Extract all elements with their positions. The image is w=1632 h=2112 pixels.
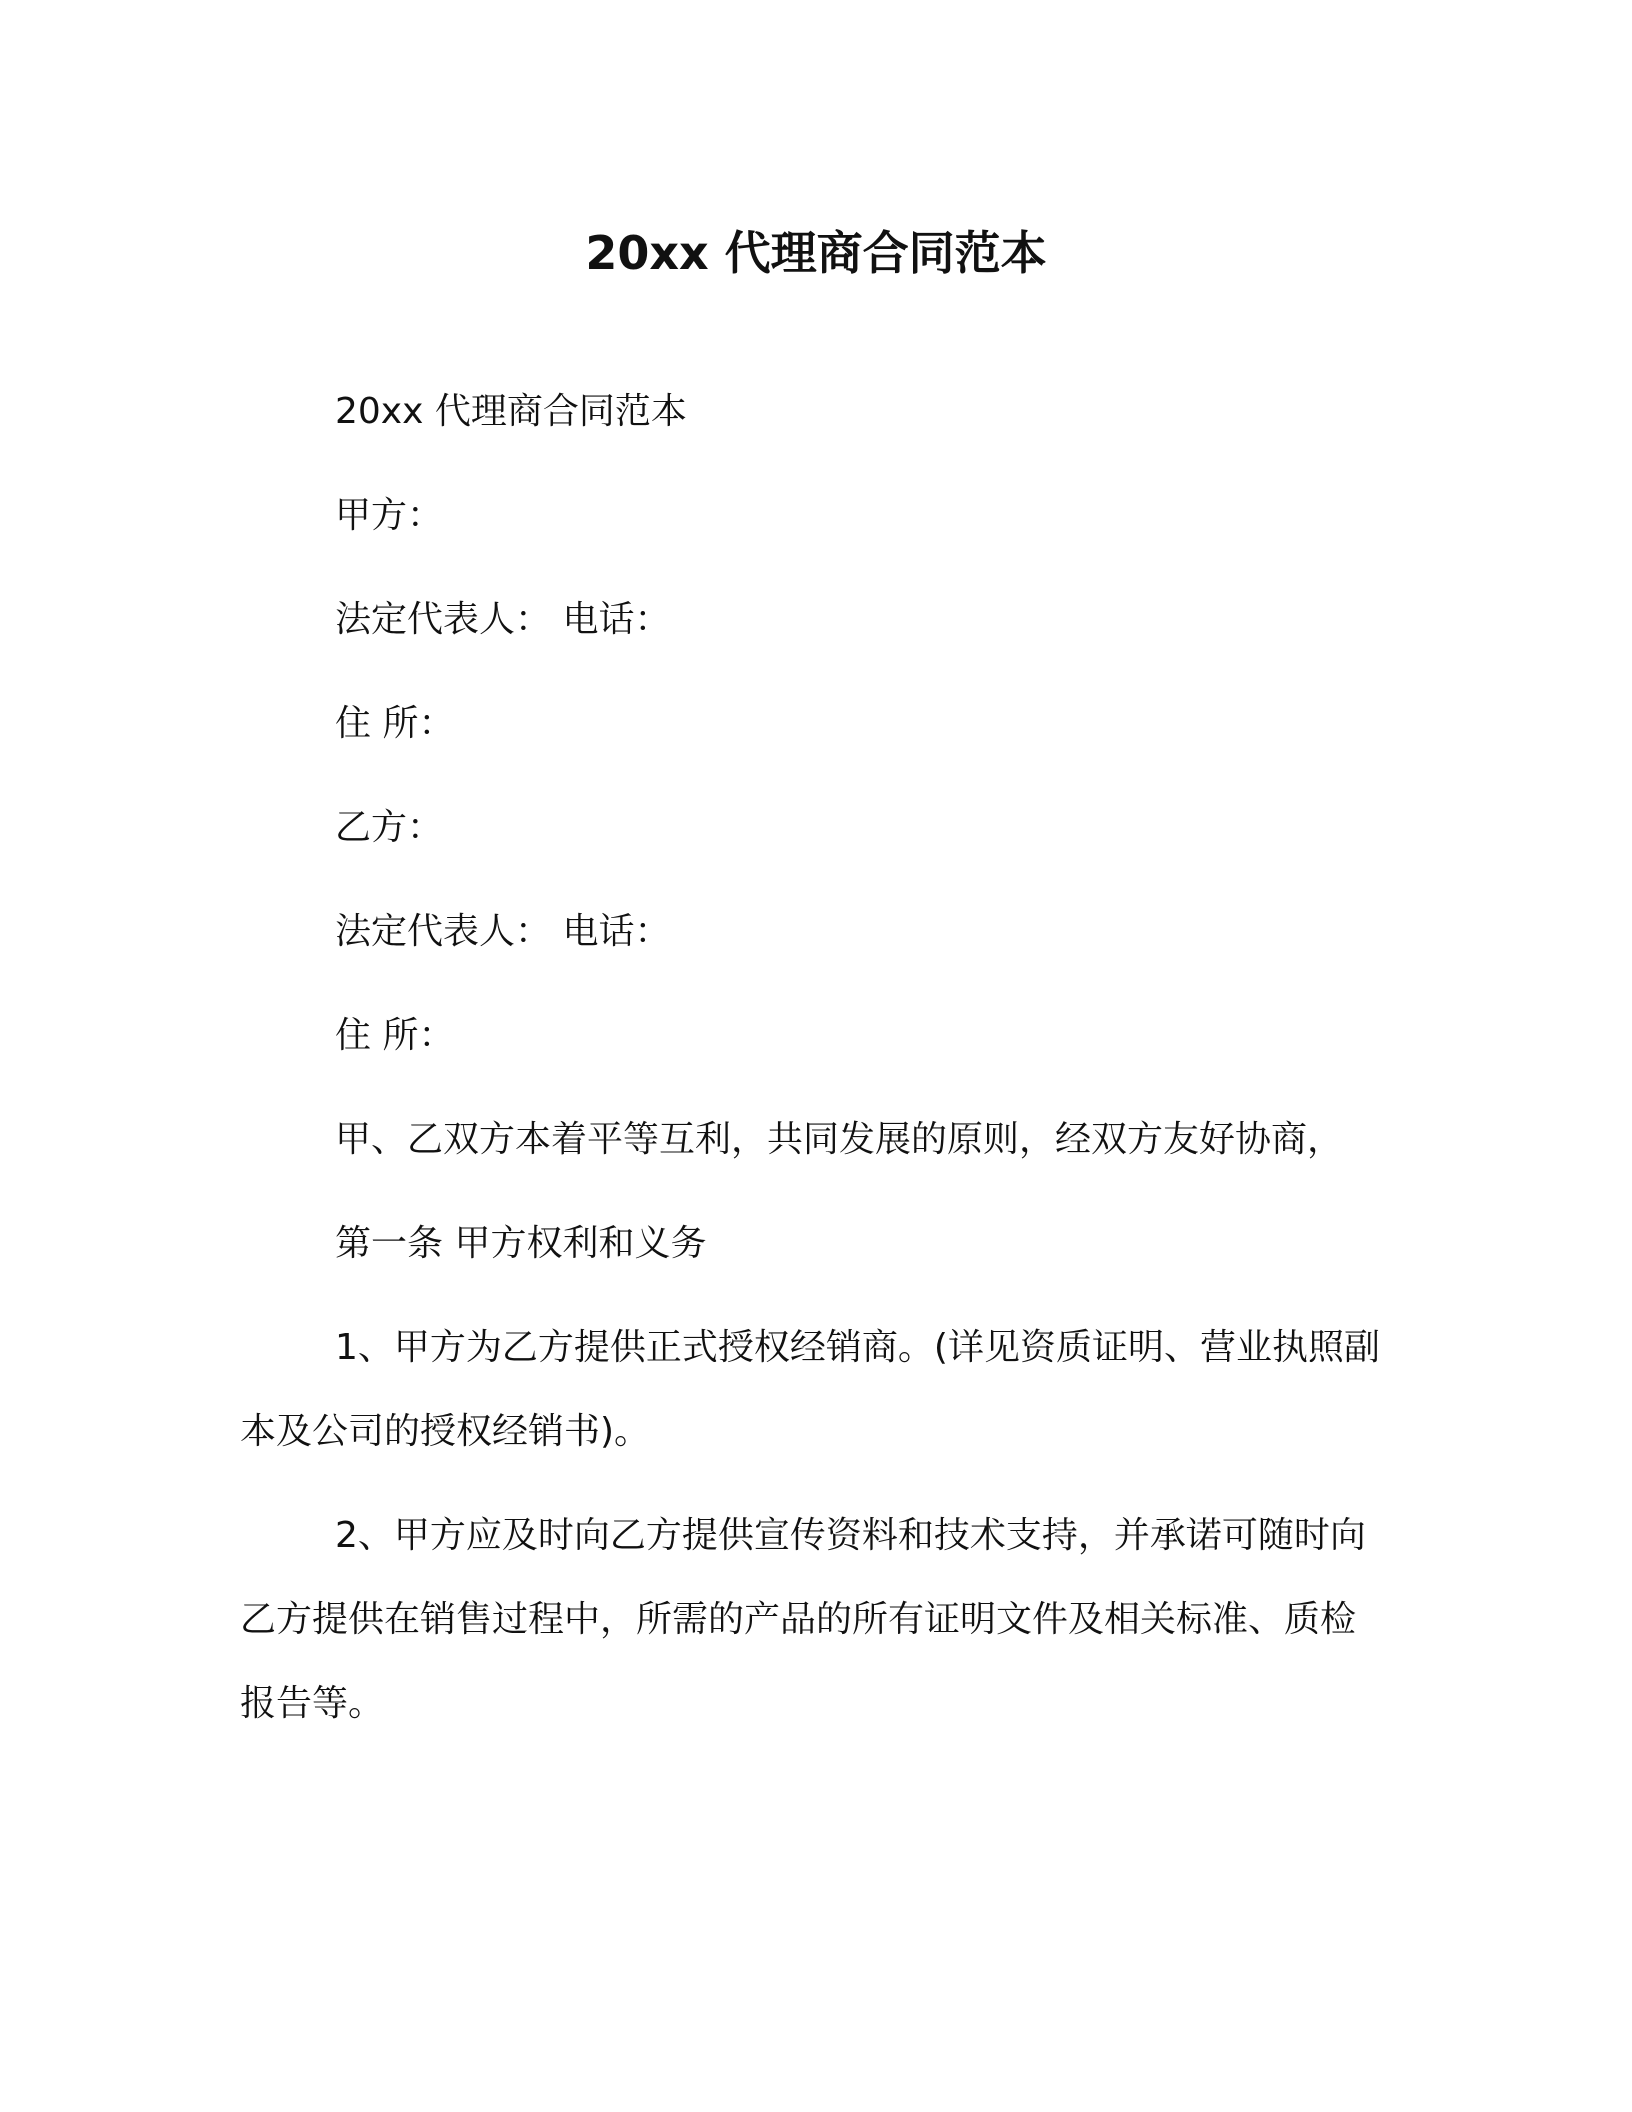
party-b-label: 乙方： (335, 807, 444, 848)
party-b-address: 住 所： (335, 1015, 455, 1056)
party-a-address: 住 所： (335, 703, 455, 744)
preamble-text: 甲、乙双方本着平等互利，共同发展的原则，经双方友好协商， (335, 1119, 1344, 1160)
clause-1-text: 1、甲方为乙方提供正式授权经销商。(详见资质证明、营业执照副本及公司的授权经销书)。 (240, 1327, 1380, 1452)
document-body (240, 386, 1380, 1766)
party-b-representative: 法定代表人： 电话： (335, 911, 671, 952)
document-title: 20xx 代理商合同范本 (585, 226, 1047, 280)
article-1-heading: 第一条 甲方权利和义务 (335, 1223, 707, 1264)
party-a-label: 甲方： (335, 495, 444, 536)
document-subtitle: 20xx 代理商合同范本 (335, 391, 687, 432)
party-a-representative: 法定代表人： 电话： (335, 599, 671, 640)
clause-2-text: 2、甲方应及时向乙方提供宣传资料和技术支持，并承诺可随时向乙方提供在销售过程中，所需的产品的所有证明文件及相关标准、质检报告等。 (240, 1515, 1366, 1724)
